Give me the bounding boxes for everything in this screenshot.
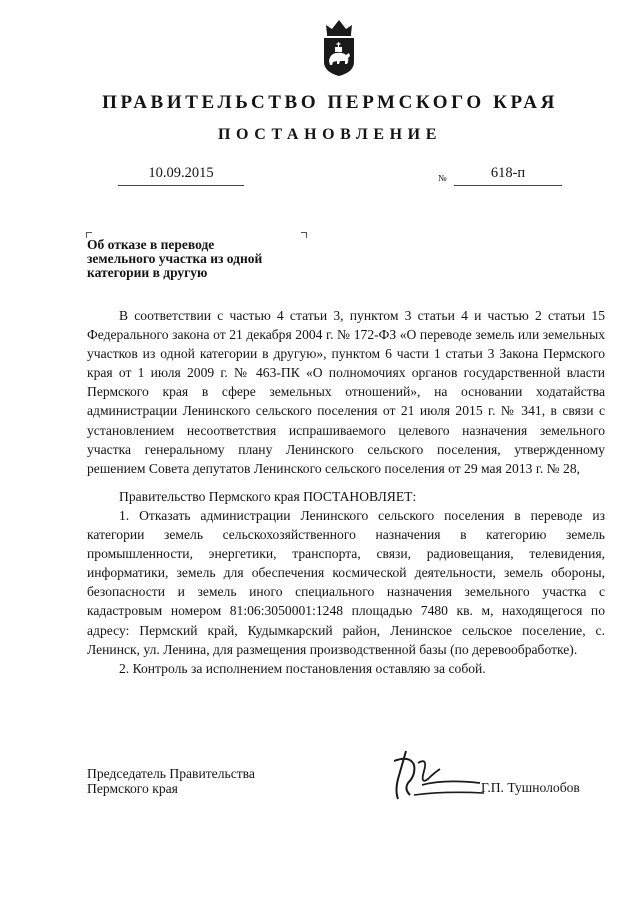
document-number: 618-п — [454, 165, 562, 186]
document-body — [87, 306, 605, 678]
item-1-paragraph: 1. Отказать администрации Ленинского сельского поселения в переводе из категории земель сельскохозяйственного назначения в категорию земель промышленности, энергетики, транспорта, связи, радиовещания, телевидения, информатики, земель для обеспечения космической деятельности, земель обороны, безопасности и земель иного специального назначения земельного участка с кадастровым номером 81:06:3050001:1248 площадью 7480 кв. м, находящегося по адресу: Пермский край, Кудымкарский район, Ленинское сельское поселение, с. Ленинск, ул. Ленина, для размещения производственной базы (по деревообработке). — [87, 507, 605, 657]
organization-title: ПРАВИТЕЛЬСТВО ПЕРМСКОГО КРАЯ — [102, 92, 558, 113]
number-sign: № — [438, 173, 447, 183]
preamble-paragraph: В соответствии с частью 4 статьи 3, пунктом 3 статьи 4 и частью 2 статьи 15 Федерального закона от 21 декабря 2004 г. № 172-ФЗ «О переводе земель или земельных участков из одной категории в другую», пунктом 6 части 1 статьи 3 Закона Пермского края от 1 июля 2009 г. № 463-ПК «О полномочиях органов государственной власти Пермского края в сфере земельных отношений», на основании ходатайства администрации Ленинского сельского поселения от 21 июля 2015 г. № 341, в связи с установлением несоответствия испрашиваемого целевого назначения земельного участка генеральному плану Ленинского сельского поселения, утвержденному решением Совета депутатов Ленинского сельского поселения от 29 мая 2013 г. № 28, — [87, 308, 605, 476]
item-2-paragraph: 2. Контроль за исполнением постановления оставляю за собой. — [119, 660, 486, 676]
signatory-name: Г.П. Тушнолобов — [481, 780, 580, 795]
handwritten-signature-icon — [384, 745, 494, 807]
document-subject: Об отказе в переводе земельного участка из одной категории в другую — [87, 237, 263, 280]
coat-of-arms-icon — [318, 16, 360, 80]
signatory-position: Председатель Правительства Пермского края — [87, 766, 255, 796]
document-type: ПОСТАНОВЛЕНИЕ — [218, 126, 442, 143]
document-date: 10.09.2015 — [118, 165, 244, 186]
resolves-paragraph: Правительство Пермского края ПОСТАНОВЛЯЕТ: — [119, 488, 417, 504]
